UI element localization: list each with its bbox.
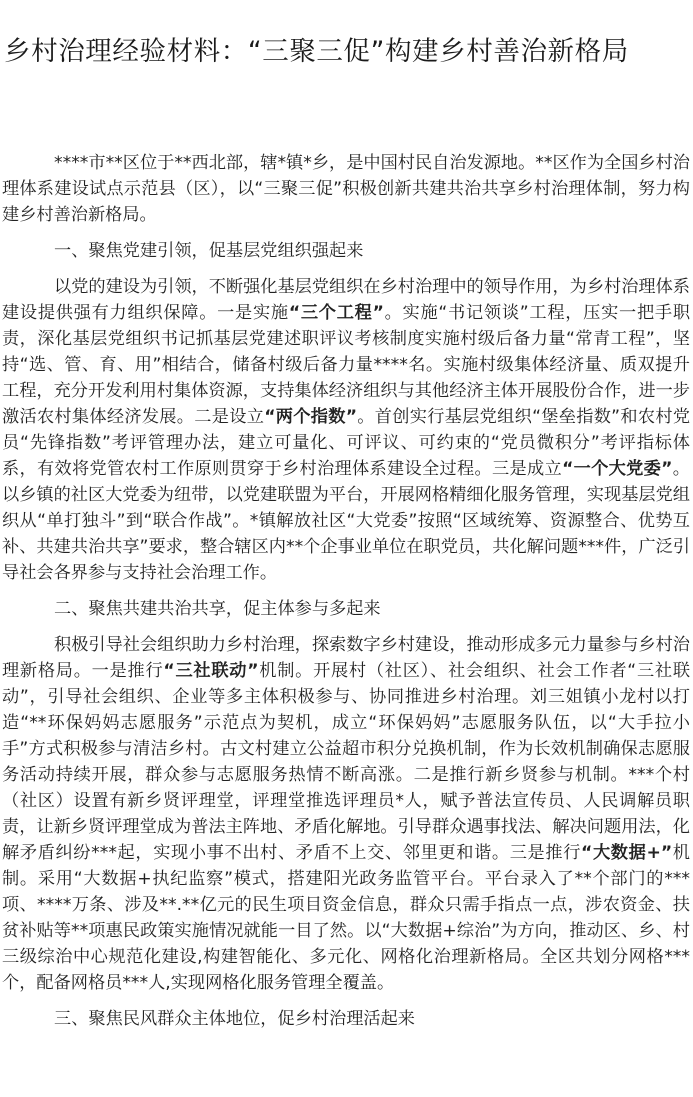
section-1-bold-3: “一个大党委”	[562, 459, 673, 479]
section-1-bold-2: “两个指数”	[264, 407, 357, 427]
document-body	[0, 70, 693, 1032]
section-1-text-d: 。以乡镇的社区大党委为纽带，以党建联盟为平台，开展网格精细化服务管理，实现基层党组织从“单打独斗”到“联合作战”。*镇解放社区“大党委”按照“区域统筹、资源整合、优势互补、共建共治共享”要求，整合辖区内**个企事业单位在职党员，共化解问题***件，广泛引导社会各界参与支持社会治理工作。	[2, 459, 690, 583]
section-1-text-c: 。首创实行基层党组织“堡垒指数”和农村党员“先锋指数”考评管理办法，建立可量化、可评议、可约束的“党员微积分”考评指标体系，有效将党管农村工作原则贯穿于乡村治理体系建设全过程。三是成立	[2, 407, 691, 479]
section-2-heading: 二、聚焦共建共治共享，促主体参与多起来	[54, 599, 381, 619]
intro-paragraph: ****市**区位于**西北部，辖*镇*乡，是中国村民自治发源地。**区作为全国乡村治理体系建设试点示范县（区），以“三聚三促”积极创新共建共治共享乡村治理体制，努力构建乡村善治新格局。	[2, 153, 690, 225]
section-2-paragraph	[2, 632, 690, 996]
section-2-text-a: 积极引导社会组织助力乡村治理，探索数字乡村建设，推动形成多元力量参与乡村治理新格局。一是推行	[2, 635, 690, 681]
section-2-text-c: 机制。采用“大数据+执纪监察”模式，搭建阳光政务监管平台。平台录入了**个部门的***项、****万条、涉及**.**亿元的民生项目资金信息，群众只需手指点一点，涉农资金、扶贫补贴等**项惠民政策实施情况就能一目了然。以“大数据+综治”为方向，推动区、乡、村三级综治中心规范化建设,构建智能化、多元化、网格化治理新格局。全区共划分网格***个，配备网格员***人,实现网格化服务管理全覆盖。	[2, 843, 690, 993]
document-title: 乡村治理经验材料：“三聚三促”构建乡村善治新格局	[4, 36, 629, 67]
section-1-paragraph	[2, 274, 690, 586]
section-1-bold-1: “三个工程”	[288, 303, 384, 323]
section-2-bold-2: “大数据+”	[581, 843, 673, 863]
section-1-text-a: 以党的建设为引领，不断强化基层党组织在乡村治理中的领导作用，为乡村治理体系建设提供强有力组织保障。一是实施	[2, 277, 690, 323]
section-2-bold-1: “三社联动”	[163, 661, 259, 681]
section-2-text-b: 机制。开展村（社区）、社会组织、社会工作者“三社联动”，引导社会组织、企业等多主体积极参与、协同推进乡村治理。刘三姐镇小龙村以打造“**环保妈妈志愿服务”示范点为契机，成立“环保妈妈”志愿服务队伍，以“大手拉小手”方式积极参与清洁乡村。古文村建立公益超市积分兑换机制，作为长效机制确保志愿服务活动持续开展，群众参与志愿服务热情不断高涨。二是推行新乡贤参与机制。***个村（社区）设置有新乡贤评理堂，评理堂推选评理员*人，赋予普法宣传员、人民调解员职责，让新乡贤评理堂成为普法主阵地、矛盾化解地。引导群众遇事找法、解决问题用法，化解矛盾纠纷***起，实现小事不出村、矛盾不上交、邻里更和谐。三是推行	[2, 661, 691, 863]
section-1-text-b: 。实施“书记领谈”工程，压实一把手职责，深化基层党组织书记抓基层党建述职评议考核制度实施村级后备力量“常青工程”，坚持“选、管、育、用”相结合，储备村级后备力量****名。实施村级集体经济量、质双提升工程，充分开发利用村集体资源，支持集体经济组织与其他经济主体开展股份合作，进一步激活农村集体经济发展。二是设立	[2, 303, 691, 427]
section-3-heading: 三、聚焦民风群众主体地位，促乡村治理活起来	[54, 1009, 415, 1029]
section-1-heading: 一、聚焦党建引领，促基层党组织强起来	[54, 241, 364, 261]
